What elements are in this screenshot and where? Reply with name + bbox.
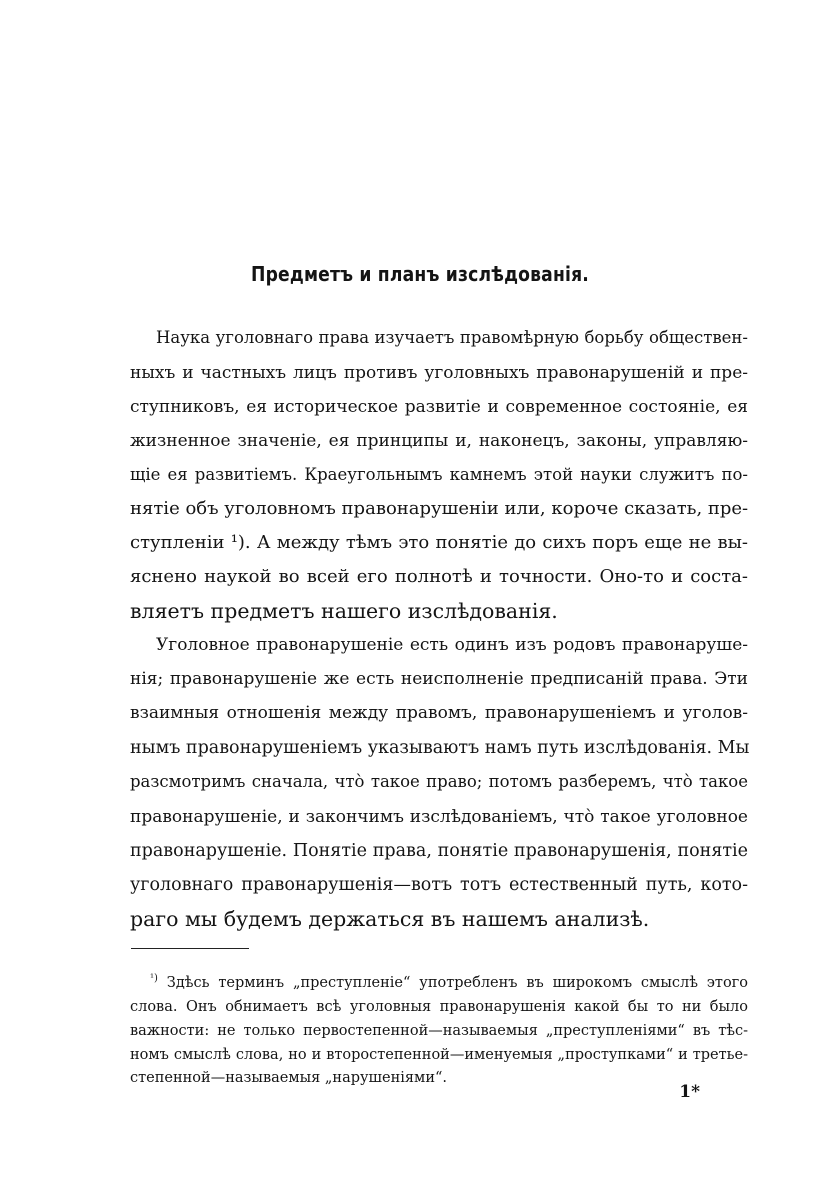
- body-text-line: правонарушеніе. Понятіе права, понятіе правонарушенія, понятіе: [130, 841, 748, 861]
- footnote-line: слова. Онъ обнимаетъ всѣ уголовныя правонарушенія какой бы то ни было: [130, 999, 748, 1015]
- footnote-marker: ¹): [150, 973, 158, 985]
- body-text-line: Уголовное правонарушеніе есть одинъ изъ родовъ правонаруше-: [156, 635, 748, 655]
- body-text-line: взаимныя отношенія между правомъ, правонарушеніемъ и уголов-: [130, 703, 748, 723]
- body-text-line: ступниковъ, ея историческое развитіе и современное состояніе, ея: [130, 397, 748, 417]
- body-text-line: нымъ правонарушеніемъ указываютъ намъ путь изслѣдованія. Мы: [130, 738, 750, 758]
- page-title: Предметъ и планъ изслѣдованія.: [250, 262, 590, 286]
- body-text-line: нія; правонарушеніе же есть неисполненіе предписаній права. Эти: [130, 669, 748, 689]
- footnote-text: Здѣсь терминъ „преступленіе“ употребленъ въ широкомъ смыслѣ этого: [166, 975, 749, 991]
- body-text-line: яснено наукой во всей его полнотѣ и точности. Оно-то и соста-: [130, 566, 748, 587]
- body-text-line: уголовнаго правонарушенія—вотъ тотъ естественный путь, кото-: [130, 875, 748, 895]
- footnote-separator: [131, 948, 249, 949]
- body-text-line: Наука уголовнаго права изучаетъ правомѣрную борьбу обществен-: [156, 328, 748, 347]
- body-text-line: правонарушеніе, и закончимъ изслѣдованіемъ, что̀ такое уголовное: [130, 807, 748, 827]
- body-text-line: ступленіи ¹). А между тѣмъ это понятіе до сихъ поръ еще не вы-: [130, 532, 748, 553]
- body-text-line: щіе ея развитіемъ. Краеугольнымъ камнемъ этой науки служитъ по-: [130, 465, 748, 484]
- body-text-line: вляетъ предметъ нашего изслѣдованія.: [130, 599, 558, 623]
- body-text-line: ныхъ и частныхъ лицъ противъ уголовныхъ правонарушеній и пре-: [130, 363, 748, 383]
- footnote-line: номъ смыслѣ слова, но и второстепенной—именуемыя „проступками“ и третье-: [130, 1047, 748, 1063]
- page-folio: 1*: [679, 1082, 700, 1102]
- body-text-line: разсмотримъ сначала, что̀ такое право; потомъ разберемъ, что̀ такое: [130, 772, 748, 791]
- footnote-line: степенной—называемыя „нарушеніями“.: [130, 1070, 448, 1086]
- body-text-line: нятіе объ уголовномъ правонарушеніи или, короче сказать, пре-: [130, 498, 749, 519]
- footnote-line: [130, 972, 748, 995]
- footnote-line: важности: не только первостепенной—называемыя „преступленіями“ въ тѣс-: [130, 1023, 748, 1039]
- body-text-line: раго мы будемъ держаться въ нашемъ анализѣ.: [130, 907, 650, 931]
- body-text-line: жизненное значеніе, ея принципы и, наконецъ, законы, управляю-: [130, 431, 748, 451]
